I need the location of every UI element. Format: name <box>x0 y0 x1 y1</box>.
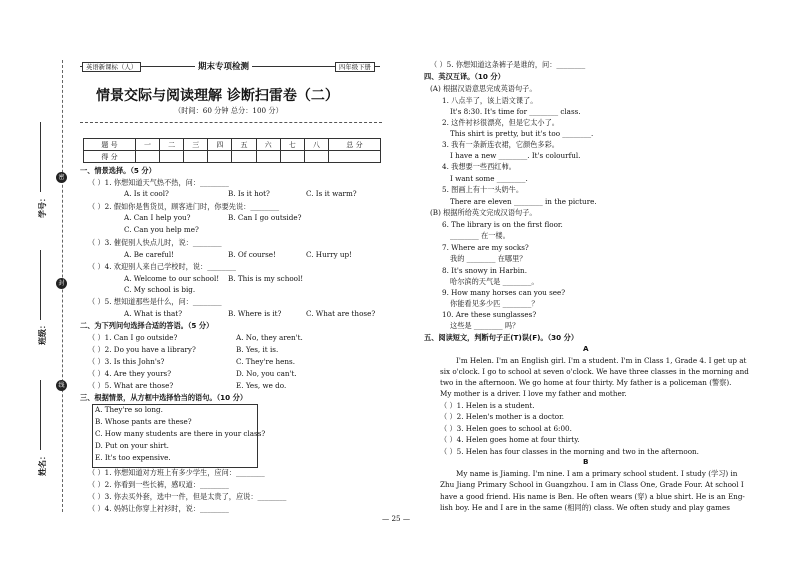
paper-subtitle: （时间：60 分钟 总分：100 分） <box>174 106 283 115</box>
s2-answer-e: E. Yes, we do. <box>236 381 287 390</box>
s4-q7-english: 7. Where are my socks? <box>442 243 529 252</box>
score-table-header-row <box>84 139 381 151</box>
s4-q8-chinese: 哈尔滨的天气是 ________。 <box>450 277 539 286</box>
option-box-item-e: E. It's too expensive. <box>95 453 171 462</box>
s4-q9-english: 9. How many horses can you see? <box>442 288 566 297</box>
s1-q5-option-c[interactable]: C. What are those? <box>306 309 376 318</box>
s1-question-5: （ ）5. 想知道那些是什么，问：________ <box>88 297 222 306</box>
student-id-label: 学号： <box>38 194 47 218</box>
s3-question-4: （ ）4. 妈妈让你穿上衬衫时，说：________ <box>88 504 229 513</box>
binding-hole-1: 密 <box>56 172 67 183</box>
section-5-title: 五、阅读短文，判断句子正(T)误(F)。（30 分） <box>424 333 579 342</box>
section-1-title: 一、情景选择。（5 分） <box>80 166 156 175</box>
student-id-line <box>40 122 41 192</box>
s1-question-1: （ ）1. 你想知道天气热不热，问：________ <box>88 178 229 187</box>
name-line <box>40 380 41 450</box>
s3-question-5: （ ）5. 你想知道这条裤子是谁的，问：________ <box>430 60 586 69</box>
s4-q7-chinese: 我的 ________ 在哪里？ <box>450 254 527 263</box>
s1-q1-option-b[interactable]: B. Is it hot? <box>228 189 270 198</box>
s1-q3-option-c[interactable]: C. Hurry up! <box>306 250 353 259</box>
class-label: 班级： <box>38 321 47 345</box>
s3-question-1: （ ）1. 你想知道对方班上有多少学生，应问：________ <box>88 468 265 477</box>
score-input-cell[interactable] <box>280 151 304 163</box>
s4-q6-chinese: ________ 在一楼。 <box>450 231 510 240</box>
section-3-title: 三、根据情景，从方框中选择恰当的语句。（10 分） <box>80 393 248 402</box>
score-cell: 三 <box>184 139 208 151</box>
s4-q3-english: I have a new ________. It's colourful. <box>450 151 581 160</box>
score-cell: 七 <box>280 139 304 151</box>
score-cell: 四 <box>208 139 232 151</box>
section-2-title: 二、为下列问句选择合适的答语。（5 分） <box>80 321 214 330</box>
header-title: 期末专项检测 <box>195 60 252 72</box>
edition-tag: 英语新课标（人） <box>82 62 141 72</box>
option-box-item-a: A. They're so long. <box>95 405 163 414</box>
s2-question-3: （ ）3. Is this John's? <box>88 357 165 366</box>
page-number: — 25 — <box>382 514 411 523</box>
passage-a-question-3: （ ）3. Helen goes to school at 6:00. <box>440 424 572 433</box>
score-cell: 得 分 <box>84 151 136 163</box>
score-cell: 题 号 <box>84 139 136 151</box>
option-box-item-c: C. How many students are there in your class? <box>95 429 266 438</box>
s4-q2-english: This shirt is pretty, but it's too ________. <box>450 129 594 138</box>
binding-hole-2: 封 <box>56 278 67 289</box>
passage-a-question-4: （ ）4. Helen goes home at four thirty. <box>440 435 580 444</box>
s2-question-4: （ ）4. Are they yours? <box>88 369 172 378</box>
passage-a-line-3: two in the afternoon. We go home at four thirty. My father is a policeman (警察). <box>440 378 732 387</box>
s1-q2-option-a[interactable]: A. Can I help you? <box>124 213 191 222</box>
s1-q5-option-b[interactable]: B. Where is it? <box>228 309 282 318</box>
binding-hole-3: 线 <box>56 380 67 391</box>
title-divider <box>80 122 382 123</box>
score-input-cell[interactable] <box>304 151 328 163</box>
s4-q1-english: It's 8:30. It's time for ________ class. <box>450 107 581 116</box>
s1-q4-option-c[interactable]: C. My school is big. <box>124 285 196 294</box>
s1-q2-option-b[interactable]: B. Can I go outside? <box>228 213 302 222</box>
score-input-cell[interactable] <box>160 151 184 163</box>
score-input-cell[interactable] <box>208 151 232 163</box>
s4-q1-chinese: 1. 八点半了，该上语文课了。 <box>442 96 538 105</box>
s4-q4-chinese: 4. 我想要一些西红柿。 <box>442 162 516 171</box>
score-cell: 八 <box>304 139 328 151</box>
s4-q4-english: I want some ________. <box>450 174 528 183</box>
s4-q9-chinese: 你能看见多少匹 ________？ <box>450 299 539 308</box>
paper-title: 情景交际与阅读理解 诊断扫雷卷（二） <box>96 88 339 104</box>
s4-q3-chinese: 3. 我有一条新连衣裙，它颜色多彩。 <box>442 140 559 149</box>
grade-tag: 四年级下册 <box>335 62 375 72</box>
section-4-title: 四、英汉互译。（10 分） <box>424 72 505 81</box>
s2-question-5: （ ）5. What are those? <box>88 381 174 390</box>
s4-part-a: (A) 根据汉语意思完成英语句子。 <box>430 84 537 93</box>
s1-q3-option-a[interactable]: A. Be careful! <box>124 250 175 259</box>
passage-a-question-1: （ ）1. Helen is a student. <box>440 401 535 410</box>
passage-a-line-2: six o'clock. I go to school at seven o'clock. We have three classes in the morning and <box>440 367 749 376</box>
s1-q3-option-b[interactable]: B. Of course! <box>228 250 276 259</box>
s4-q6-english: 6. The library is on the first floor. <box>442 220 563 229</box>
s1-q5-option-a[interactable]: A. What is that? <box>124 309 183 318</box>
score-cell: 二 <box>160 139 184 151</box>
s2-question-1: （ ）1. Can I go outside? <box>88 333 178 342</box>
s4-q8-english: 8. It's snowy in Harbin. <box>442 266 527 275</box>
s1-q1-option-a[interactable]: A. Is it cool? <box>124 189 169 198</box>
score-input-cell[interactable] <box>184 151 208 163</box>
class-line <box>40 250 41 320</box>
passage-a-label: A <box>583 344 589 353</box>
s4-q5-chinese: 5. 图画上有十一头奶牛。 <box>442 185 524 194</box>
score-table-score-row <box>84 151 381 163</box>
score-table <box>83 138 381 163</box>
passage-a-question-2: （ ）2. Helen's mother is a doctor. <box>440 412 565 421</box>
passage-b-line-4: lish boy. He and I are in the same (相同的) class. We often study and play games <box>440 503 730 512</box>
s2-answer-b: B. Yes, it is. <box>236 345 279 354</box>
s1-q4-option-a[interactable]: A. Welcome to our school! <box>124 274 220 283</box>
passage-b-label: B <box>583 457 589 466</box>
score-cell: 五 <box>232 139 256 151</box>
score-input-cell[interactable] <box>232 151 256 163</box>
passage-b-line-1: My name is Jiaming. I'm nine. I am a primary school student. I study (学习) in <box>456 469 738 478</box>
name-label: 姓名： <box>38 452 47 476</box>
s3-question-2: （ ）2. 你看到一些长裤，感叹道：________ <box>88 480 229 489</box>
option-box-item-d: D. Put on your shirt. <box>95 441 169 450</box>
passage-b-line-2: Zhu Jiang Primary School in Guangzhou. I am in Class One, Grade Four. At school I <box>440 480 744 489</box>
s4-q10-chinese: 这些是 ________ 吗？ <box>450 321 520 330</box>
passage-a-line-1: I'm Helen. I'm an English girl. I'm a student. I'm in Class 1, Grade 4. I get up at <box>456 356 747 365</box>
s2-answer-a: A. No, they aren't. <box>236 333 303 342</box>
score-input-cell[interactable] <box>135 151 159 163</box>
s2-answer-d: D. No, you can't. <box>236 369 297 378</box>
s1-q2-option-c[interactable]: C. Can you help me? <box>124 225 199 234</box>
s4-part-b: (B) 根据所给英文完成汉语句子。 <box>430 208 537 217</box>
s2-answer-c: C. They're hens. <box>236 357 295 366</box>
score-cell: 一 <box>135 139 159 151</box>
score-cell: 六 <box>256 139 280 151</box>
score-cell: 总 分 <box>328 139 380 151</box>
score-input-cell[interactable] <box>256 151 280 163</box>
passage-b-line-3: have a good friend. His name is Ben. He often wears (穿) a blue shirt. He is an Eng- <box>440 492 745 501</box>
option-box-item-b: B. Whose pants are these? <box>95 417 192 426</box>
score-input-cell[interactable] <box>328 151 380 163</box>
s1-question-3: （ ）3. 催促别人快点儿时，说：________ <box>88 238 222 247</box>
s4-q10-english: 10. Are these sunglasses? <box>442 310 537 319</box>
s3-question-3: （ ）3. 你去买外套，选中一件，但是太贵了，应说：________ <box>88 492 287 501</box>
passage-a-question-5: （ ）5. Helen has four classes in the morning and two in the afternoon. <box>440 447 699 456</box>
s4-q5-english: There are eleven ________ in the picture. <box>450 197 597 206</box>
s4-q2-chinese: 2. 这件衬衫很漂亮，但是它太小了。 <box>442 118 559 127</box>
s1-question-2: （ ）2. 假如你是售货员，顾客进门时，你要先说：________ <box>88 202 280 211</box>
s2-question-2: （ ）2. Do you have a library? <box>88 345 196 354</box>
passage-a-line-4: My mother is a driver. I love my father and mother. <box>440 389 627 398</box>
s1-question-4: （ ）4. 欢迎别人来自己学校时，说：________ <box>88 262 236 271</box>
s1-q1-option-c[interactable]: C. Is it warm? <box>306 189 357 198</box>
s1-q4-option-b[interactable]: B. This is my school! <box>228 274 304 283</box>
